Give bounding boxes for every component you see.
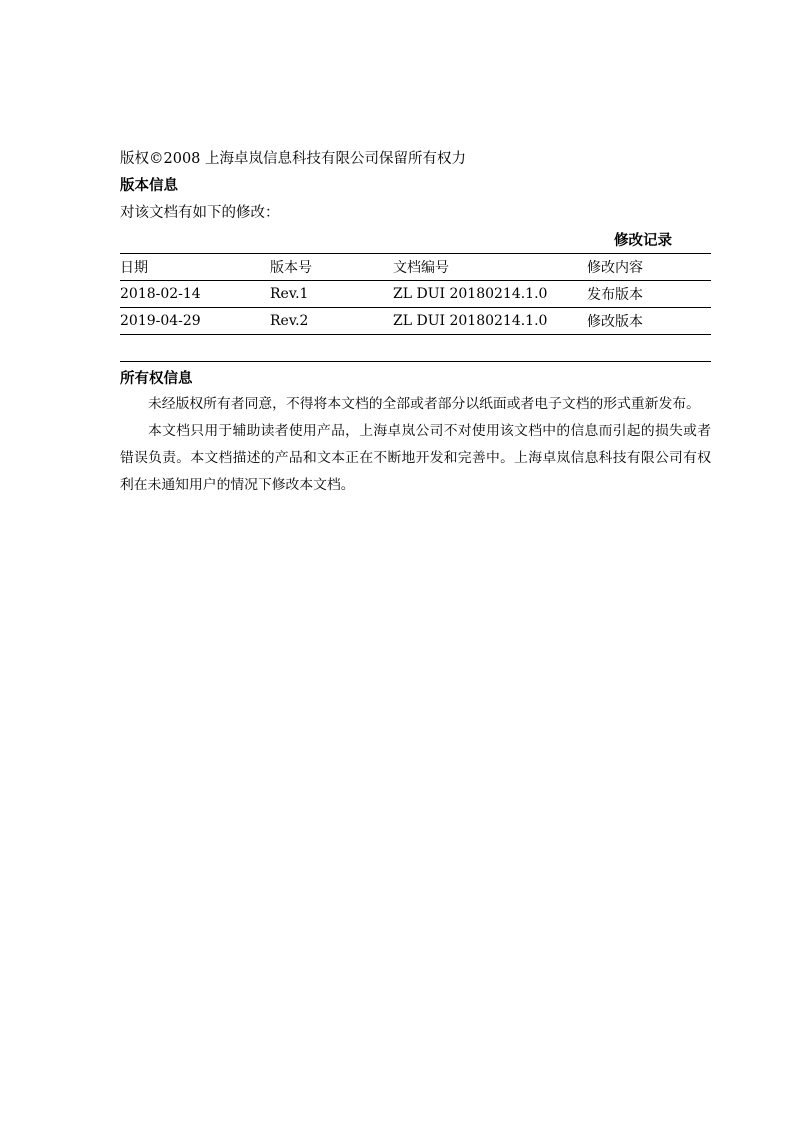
copyright-notice: 版权©2008 上海卓岚信息科技有限公司保留所有权力 — [120, 151, 467, 167]
revision-table — [120, 253, 711, 335]
revision-table-caption: 修改记录 — [614, 233, 672, 249]
version-intro-text: 对该文档有如下的修改： — [120, 205, 280, 221]
document-page — [120, 150, 711, 499]
header-change-description: 修改内容 — [587, 254, 711, 281]
version-info-heading: 版本信息 — [120, 178, 178, 194]
ownership-paragraph-disclaimer: 本文档只用于辅助读者使用产品，上海卓岚公司不对使用该文档中的信息而引起的损失或者错误负责。本文档描述的产品和文本正在不断地开发和完善中。上海卓岚信息科技有限公司有权利在未通知用户的情况下修改本文档。 — [120, 423, 711, 493]
ownership-paragraph-republish: 未经版权所有者同意，不得将本文档的全部或者部分以纸面或者电子文档的形式重新发布。 — [148, 396, 700, 412]
header-date: 日期 — [120, 254, 270, 281]
cell-date: 2019-04-29 — [120, 308, 270, 335]
cell-document-number: ZL DUI 20180214.1.0 — [393, 281, 587, 308]
table-row — [120, 281, 711, 308]
cell-version: Rev.1 — [270, 281, 393, 308]
cell-date: 2018-02-14 — [120, 281, 270, 308]
table-bottom-rule — [120, 335, 711, 362]
header-version: 版本号 — [270, 254, 393, 281]
revision-table-header-row — [120, 254, 711, 281]
cell-change-description: 发布版本 — [587, 281, 711, 308]
cell-change-description: 修改版本 — [587, 308, 711, 335]
header-document-number: 文档编号 — [393, 254, 587, 281]
table-row — [120, 308, 711, 335]
cell-version: Rev.2 — [270, 308, 393, 335]
cell-document-number: ZL DUI 20180214.1.0 — [393, 308, 587, 335]
ownership-info-heading: 所有权信息 — [120, 371, 193, 387]
